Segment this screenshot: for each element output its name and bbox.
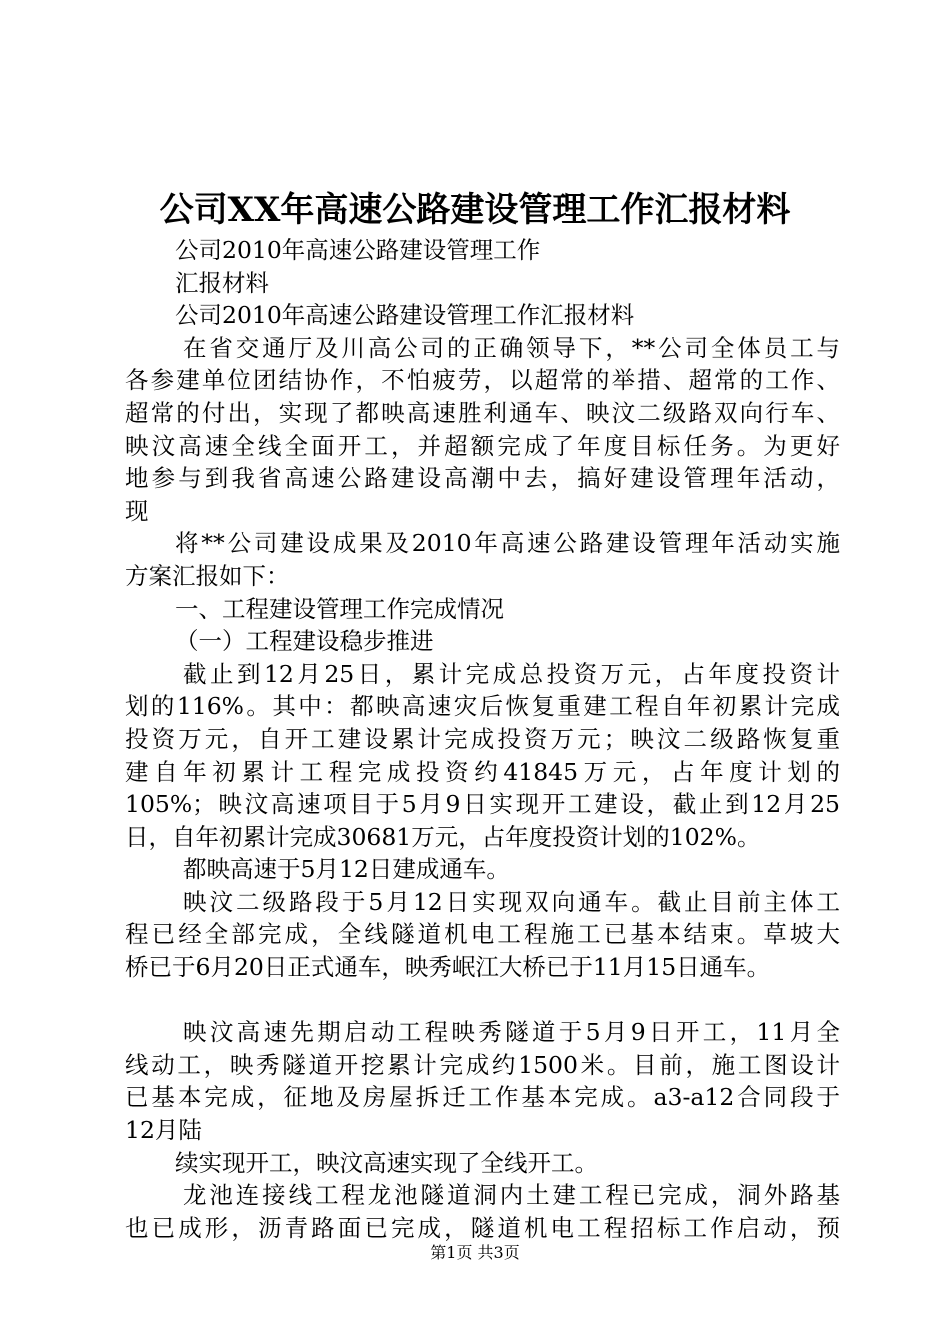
text-line: 公司2010年高速公路建设管理工作 (175, 236, 541, 264)
document-body (125, 234, 840, 1244)
text-line: 也已成形，沥青路面已完成，隧道机电工程招标工作启动，预 (125, 1213, 840, 1242)
text-line: 现 (125, 496, 149, 525)
text-line: 映汶二级路段于5月12日实现双向通车。截止目前主体工 (183, 887, 840, 916)
text-line: 日，自年初累计完成30681万元，占年度投资计划的102%。 (125, 822, 761, 851)
text-line: 地参与到我省高速公路建设高潮中去，搞好建设管理年活动， (125, 464, 840, 493)
text-line: 公司2010年高速公路建设管理工作汇报材料 (175, 301, 635, 330)
page-number: 第1页 共3页 (430, 1243, 520, 1262)
paragraph-gap (125, 984, 840, 1017)
text-line: 映汶高速全线全面开工，并超额完成了年度目标任务。为更好 (125, 431, 840, 460)
text-line: 续实现开工，映汶高速实现了全线开工。 (175, 1148, 598, 1177)
text-line: 建自年初累计工程完成投资约41845万元，占年度计划的 (125, 757, 840, 786)
text-line: 线动工，映秀隧道开挖累计完成约1500米。目前，施工图设计 (125, 1050, 840, 1079)
text-line: 方案汇报如下： (125, 561, 290, 590)
text-line: 都映高速于5月12日建成通车。 (183, 855, 510, 884)
text-line: 将**公司建设成果及2010年高速公路建设管理年活动实施 (175, 529, 840, 558)
text-line: 程已经全部完成，全线隧道机电工程施工已基本结束。草坡大 (125, 920, 840, 949)
text-line: 映汶高速先期启动工程映秀隧道于5月9日开工，11月全 (183, 1018, 840, 1047)
text-line: 汇报材料 (175, 268, 269, 297)
text-line: 投资万元，自开工建设累计完成投资万元；映汶二级路恢复重 (125, 724, 840, 753)
text-line: 桥已于6月20日正式通车，映秀岷江大桥已于11月15日通车。 (125, 953, 771, 982)
subsection-heading: （一）工程建设稳步推进 (175, 627, 434, 656)
text-line: 超常的付出，实现了都映高速胜利通车、映汶二级路双向行车、 (125, 398, 840, 427)
text-line: 已基本完成，征地及房屋拆迁工作基本完成。a3-a12合同段于 (125, 1083, 840, 1112)
text-line: 划的116%。其中：都映高速灾后恢复重建工程自年初累计完成 (125, 692, 840, 721)
section-heading: 一、工程建设管理工作完成情况 (175, 594, 504, 623)
document-title: 公司XX年高速公路建设管理工作汇报材料 (159, 190, 791, 230)
text-line: 龙池连接线工程龙池隧道洞内土建工程已完成，洞外路基 (183, 1181, 840, 1210)
text-line: 截止到12月25日，累计完成总投资万元，占年度投资计 (183, 659, 840, 688)
text-line: 105%；映汶高速项目于5月9日实现开工建设，截止到12月25 (125, 790, 840, 819)
text-line: 12月陆 (125, 1116, 202, 1145)
text-line: 在省交通厅及川高公司的正确领导下，**公司全体员工与 (183, 333, 840, 362)
text-line: 各参建单位团结协作，不怕疲劳，以超常的举措、超常的工作、 (125, 366, 840, 395)
